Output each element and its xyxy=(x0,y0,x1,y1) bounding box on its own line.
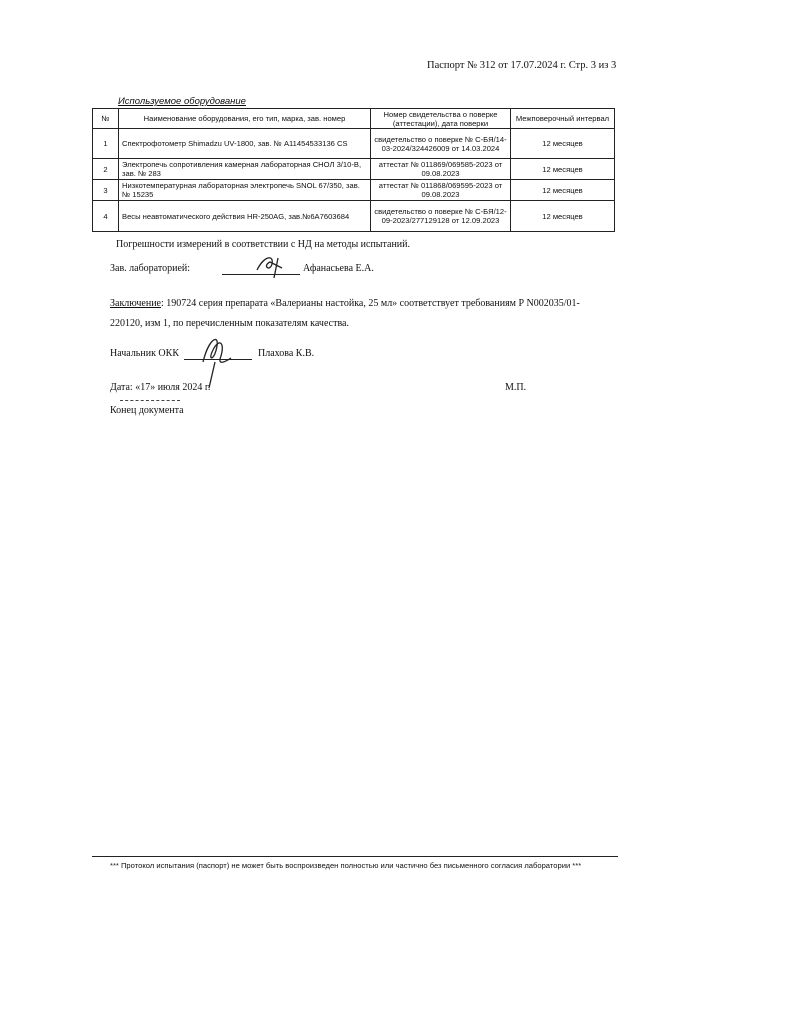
end-of-document: Конец документа xyxy=(110,405,184,416)
qc-head-name: Плахова К.В. xyxy=(258,348,315,359)
row-number: 2 xyxy=(93,159,119,180)
certificate: аттестат № 011868/069595-2023 от 09.08.2023 xyxy=(371,180,511,201)
lab-head-label: Зав. лабораторией: xyxy=(110,263,191,274)
errors-note: Погрешности измерений в соответствии с НД на методы испытаний. xyxy=(116,239,411,250)
equipment-table xyxy=(92,108,615,232)
lab-head-name: Афанасьева Е.А. xyxy=(303,263,374,274)
col-header: Номер свидетельства о поверке (аттестации), дата поверки xyxy=(371,109,511,129)
footer-divider xyxy=(92,856,618,857)
certificate: свидетельство о поверке № С-БЯ/12-09-2023/277129128 от 12.09.2023 xyxy=(371,201,511,232)
col-header: Наименование оборудования, его тип, марка, зав. номер xyxy=(119,109,371,129)
row-number: 3 xyxy=(93,180,119,201)
footer-note: *** Протокол испытания (паспорт) не может быть воспроизведен полностью или частично без письменного согласия лаборатории *** xyxy=(110,861,582,870)
table-row xyxy=(93,180,615,201)
col-header: № xyxy=(93,109,119,129)
interval: 12 месяцев xyxy=(511,180,615,201)
stamp-place: М.П. xyxy=(505,382,527,393)
date: Дата: «17» июля 2024 г. xyxy=(110,382,211,393)
conclusion-label: Заключение xyxy=(110,298,161,309)
col-header: Межповерочный интервал xyxy=(511,109,615,129)
interval: 12 месяцев xyxy=(511,159,615,180)
certificate: аттестат № 011869/069585-2023 от 09.08.2023 xyxy=(371,159,511,180)
certificate: свидетельство о поверке № С-БЯ/14-03-2024/324426009 от 14.03.2024 xyxy=(371,129,511,159)
table-row xyxy=(93,201,615,232)
equipment-title: Используемое оборудование xyxy=(118,96,246,107)
equipment-name: Спектрофотометр Shimadzu UV-1800, зав. № A11454533136 CS xyxy=(119,129,371,159)
row-number: 1 xyxy=(93,129,119,159)
conclusion-text-2: 220120, изм 1, по перечисленным показателям качества. xyxy=(110,318,349,329)
conclusion xyxy=(110,298,580,309)
equipment-name: Электропечь сопротивления камерная лабораторная СНОЛ 3/10-В, зав. № 283 xyxy=(119,159,371,180)
qc-head-label: Начальник ОКК xyxy=(110,348,179,359)
interval: 12 месяцев xyxy=(511,201,615,232)
conclusion-text: : 190724 серия препарата «Валерианы настойка, 25 мл» соответствует требованиям Р N002035/01- xyxy=(161,298,580,309)
row-number: 4 xyxy=(93,201,119,232)
table-row xyxy=(93,129,615,159)
signature-icon xyxy=(252,252,302,280)
equipment-name: Низкотемпературная лабораторная электропечь SNOL 67/350, зав. № 15235 xyxy=(119,180,371,201)
table-row xyxy=(93,159,615,180)
table-header xyxy=(93,109,615,129)
interval: 12 месяцев xyxy=(511,129,615,159)
divider xyxy=(120,400,180,401)
passport-header: Паспорт № 312 от 17.07.2024 г. Стр. 3 из 3 xyxy=(427,60,617,71)
equipment-name: Весы неавтоматического действия HR-250AG, зав.№6A7603684 xyxy=(119,201,371,232)
